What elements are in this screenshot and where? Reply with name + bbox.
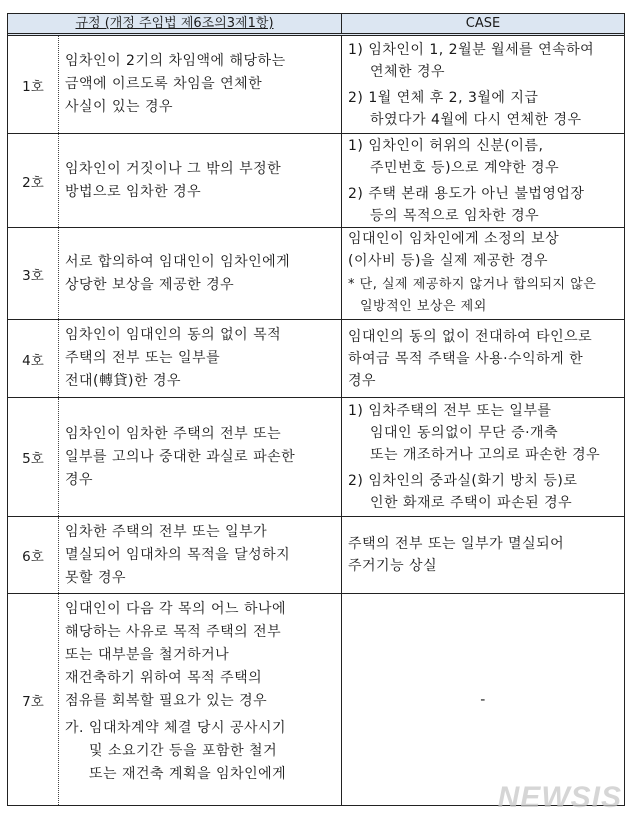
case-item: 2) 임차인의 중과실(화기 방치 등)로 인한 화재로 주택이 파손된 경우 xyxy=(348,473,578,511)
clause-number: 6호 xyxy=(8,517,59,593)
rule-line: 사실이 있는 경우 xyxy=(65,99,174,115)
clause-number: 4호 xyxy=(8,320,59,397)
clause-number: 2호 xyxy=(8,134,59,227)
table-header xyxy=(8,14,624,36)
rule-line: 임차인이 2기의 차임액에 해당하는 xyxy=(65,53,286,69)
table-row xyxy=(8,517,624,594)
rule-text xyxy=(59,36,342,133)
case-text xyxy=(342,594,624,805)
case-text: 임대인의 동의 없이 전대하여 타인으로 하여금 목적 주택을 사용·수익하게 한 경우 xyxy=(348,328,593,389)
header-rule: 규정 (개정 주임법 제6조의3제1항) xyxy=(8,14,342,33)
table-row xyxy=(8,228,624,320)
case-text: 임대인이 임차인에게 소정의 보상 (이사비 등)을 실제 제공한 경우 * 단, 실제 제공하지 않거나 합의되지 않은 일방적인 보상은 제외 xyxy=(342,228,624,319)
case-note: * 단, 실제 제공하지 않거나 합의되지 않은 일방적인 보상은 제외 xyxy=(348,276,597,314)
rule-text: 임차인이 임차한 주택의 전부 또는 일부를 고의나 중대한 과실로 파손한 경우 xyxy=(59,398,342,516)
rule-text: 임차인이 임대인의 동의 없이 목적 주택의 전부 또는 일부를 전대(轉貸)한 경우 xyxy=(59,320,342,397)
case-text xyxy=(342,134,624,227)
rule-text: 서로 합의하여 임대인이 임차인에게 상당한 보상을 제공한 경우 xyxy=(59,228,342,319)
case-item: 2) 주택 본래 용도가 아닌 불법영업장 등의 목적으로 임차한 경우 xyxy=(348,185,585,224)
lease-termination-table xyxy=(7,13,625,806)
table-row xyxy=(8,594,624,805)
case-text: 주택의 전부 또는 일부가 멸실되어 주거기능 상실 xyxy=(348,536,565,574)
case-item: 1) 임차인이 1, 2월분 월세를 연속하여 연체한 경우 xyxy=(348,41,595,80)
case-text xyxy=(342,398,624,516)
clause-number: 3호 xyxy=(8,228,59,319)
clause-number: 5호 xyxy=(8,398,59,516)
rule-line: 금액에 이르도록 차임을 연체한 xyxy=(65,76,263,92)
rule-text: 임차한 주택의 전부 또는 일부가 멸실되어 임대차의 목적을 달성하지 못할 경우 xyxy=(59,517,342,593)
case-item: 1) 임차인이 허위의 신분(이름, 주민번호 등)으로 계약한 경우 xyxy=(348,137,560,176)
case-item: 2) 1월 연체 후 2, 3월에 지급 하였다가 4월에 다시 연체한 경우 xyxy=(348,89,582,128)
rule-text: 임차인이 거짓이나 그 밖의 부정한 방법으로 임차한 경우 xyxy=(59,134,342,227)
clause-number: 1호 xyxy=(8,36,59,133)
clause-number: 7호 xyxy=(8,594,59,805)
rule-text: 임대인이 다음 각 목의 어느 하나에 해당하는 사유로 목적 주택의 전부 또는 대부분을 철거하거나 재건축하기 위하여 목적 주택의 점유를 회복할 필요가 있는 경우 가. 임대차계약 체결 당시 공사시기 및 소요기간 등을 포함한 철거 또는 재건축 계획을 임차인에게 xyxy=(59,594,342,805)
rule-sub-item: 가. 임대차계약 체결 당시 공사시기 및 소요기간 등을 포함한 철거 또는 재건축 계획을 임차인에게 xyxy=(65,720,287,782)
empty-dash: - xyxy=(480,691,486,708)
table-row xyxy=(8,398,624,517)
table-row xyxy=(8,36,624,134)
newsis-watermark: NEWSIS xyxy=(497,781,622,814)
case-item: 1) 임차주택의 전부 또는 일부를 임대인 동의없이 무단 증·개축 또는 개조하거나 고의로 파손한 경우 xyxy=(348,403,601,463)
header-case: CASE xyxy=(465,16,501,31)
case-text xyxy=(342,36,624,133)
table-row xyxy=(8,320,624,398)
table-row xyxy=(8,134,624,228)
